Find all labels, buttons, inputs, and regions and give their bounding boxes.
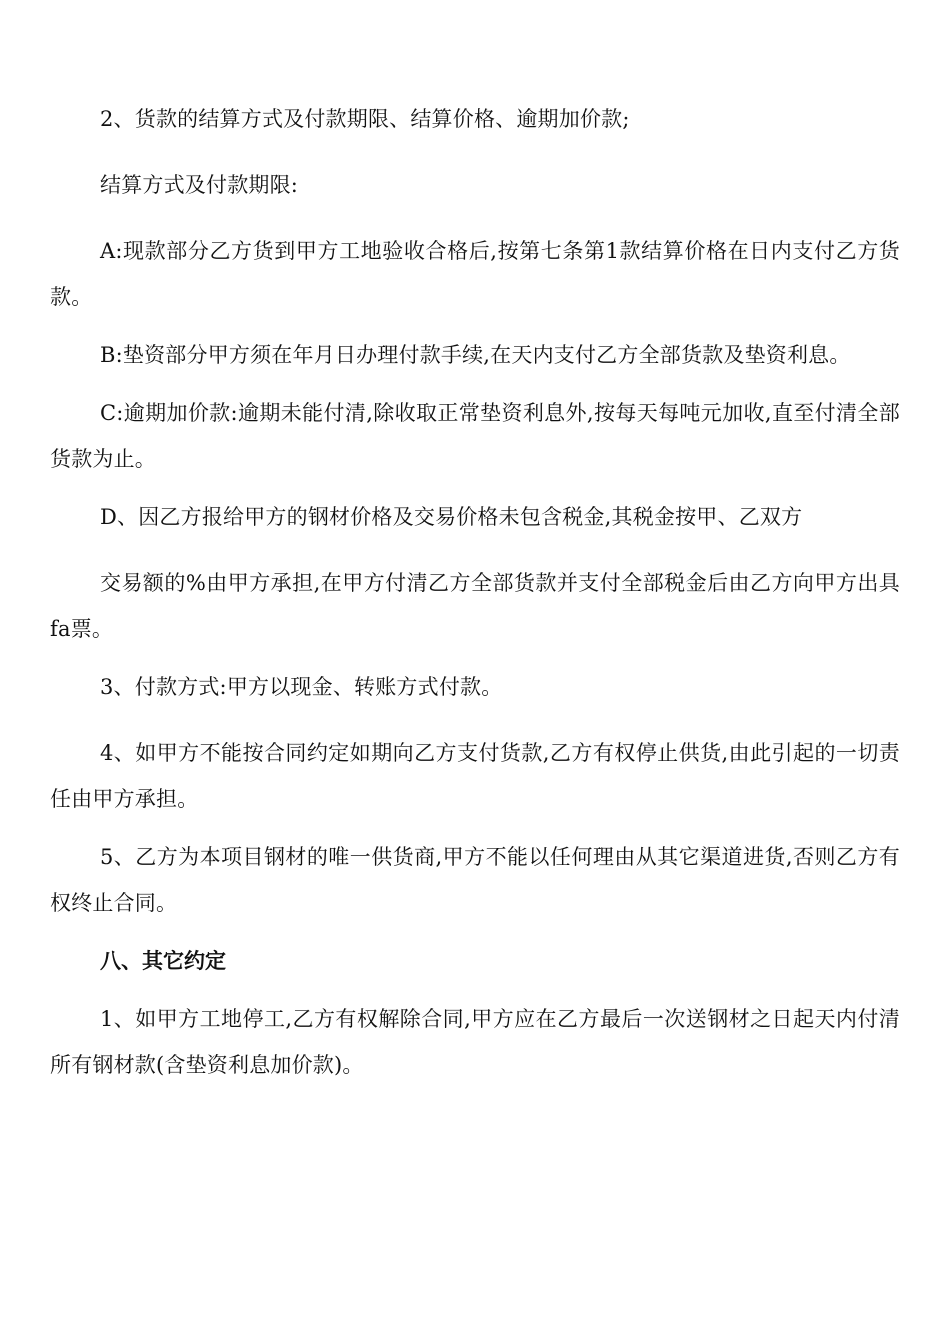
paragraph-late-payment: 4、如甲方不能按合同约定如期向乙方支付货款,乙方有权停止供货,由此引起的一切责任由甲方承担。 xyxy=(50,741,900,811)
paragraph-item-c: C:逾期加价款:逾期未能付清,除收取正常垫资利息外,按每天每吨元加收,直至付清全部货款为止。 xyxy=(50,401,900,471)
paragraph-sole-supplier: 5、乙方为本项目钢材的唯一供货商,甲方不能以任何理由从其它渠道进货,否则乙方有权终止合同。 xyxy=(50,845,900,915)
document-page xyxy=(50,96,900,1100)
paragraph-tax-share: 交易额的%由甲方承担,在甲方付清乙方全部货款并支付全部税金后由乙方向甲方出具fa票。 xyxy=(50,571,900,641)
paragraph-payment-method: 3、付款方式:甲方以现金、转账方式付款。 xyxy=(100,675,503,699)
paragraph-settlement-method: 结算方式及付款期限: xyxy=(100,173,299,197)
paragraph-item-a: A:现款部分乙方货到甲方工地验收合格后,按第七条第1款结算价格在日内支付乙方货款。 xyxy=(50,239,900,309)
section-heading-other-terms: 八、其它约定 xyxy=(100,948,226,973)
paragraph-work-stoppage: 1、如甲方工地停工,乙方有权解除合同,甲方应在乙方最后一次送钢材之日起天内付清所有钢材款(含垫资利息加价款)。 xyxy=(50,1007,900,1077)
paragraph-item-b: B:垫资部分甲方须在年月日办理付款手续,在天内支付乙方全部货款及垫资利息。 xyxy=(100,343,851,367)
paragraph-item-d: D、因乙方报给甲方的钢材价格及交易价格未包含税金,其税金按甲、乙双方 xyxy=(100,505,803,529)
paragraph-settlement-terms: 2、货款的结算方式及付款期限、结算价格、逾期加价款; xyxy=(100,107,630,131)
